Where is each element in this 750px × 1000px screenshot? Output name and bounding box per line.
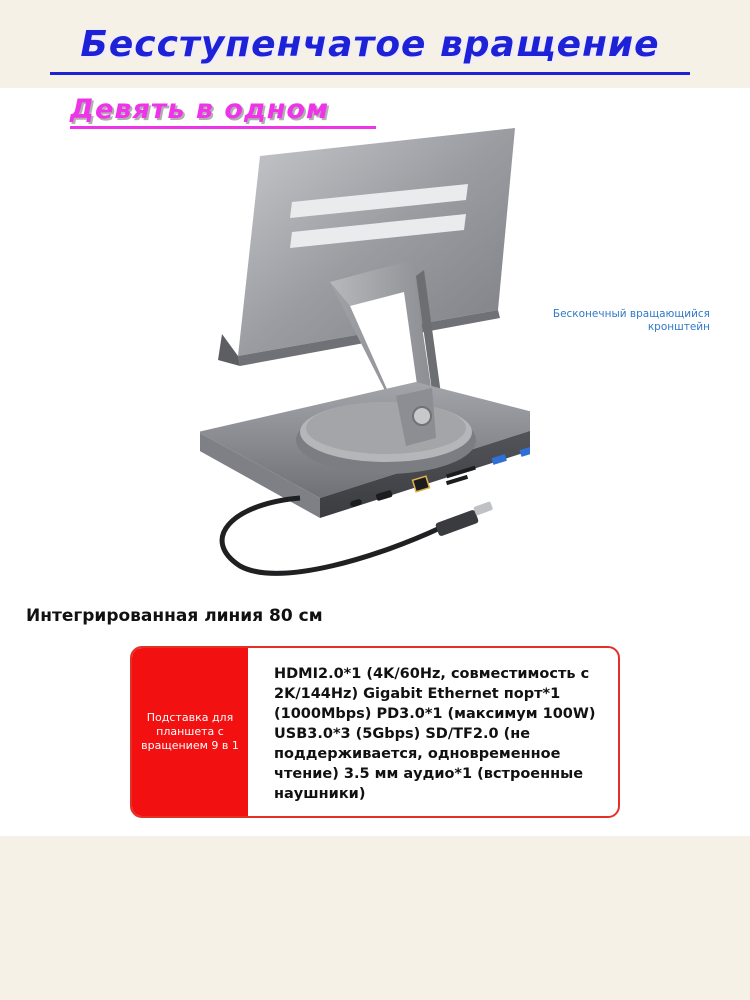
page-subtitle: Девять в одном <box>70 94 330 125</box>
spec-text: HDMI2.0*1 (4K/60Hz, совместимость с 2K/144Hz) Gigabit Ethernet порт*1 (1000Mbps) PD3.0*1 (максимум 100W) USB3.0*3 (5Gbps) SD/TF2.0 (не поддерживается, одновременное чтение) 3.5 мм аудио*1 (встроенные наушники) <box>274 666 596 802</box>
page-title: Бесступенчатое вращение <box>80 24 660 65</box>
spec-box <box>130 646 620 818</box>
tablet-stand-hub-image <box>200 120 530 590</box>
title-underline <box>50 72 690 75</box>
callout-line-1: Бесконечный вращающийся <box>552 308 710 320</box>
spec-text-cell <box>248 648 618 816</box>
rotating-bracket-callout <box>500 308 710 334</box>
callout-line-2: кронштейн <box>647 321 710 333</box>
spec-label: Подставка для планшета с вращением 9 в 1 <box>141 711 239 752</box>
spec-label-cell <box>132 648 248 816</box>
cable-length-note: Интегрированная линия 80 см <box>26 606 323 626</box>
usb-c-cable <box>222 498 493 573</box>
